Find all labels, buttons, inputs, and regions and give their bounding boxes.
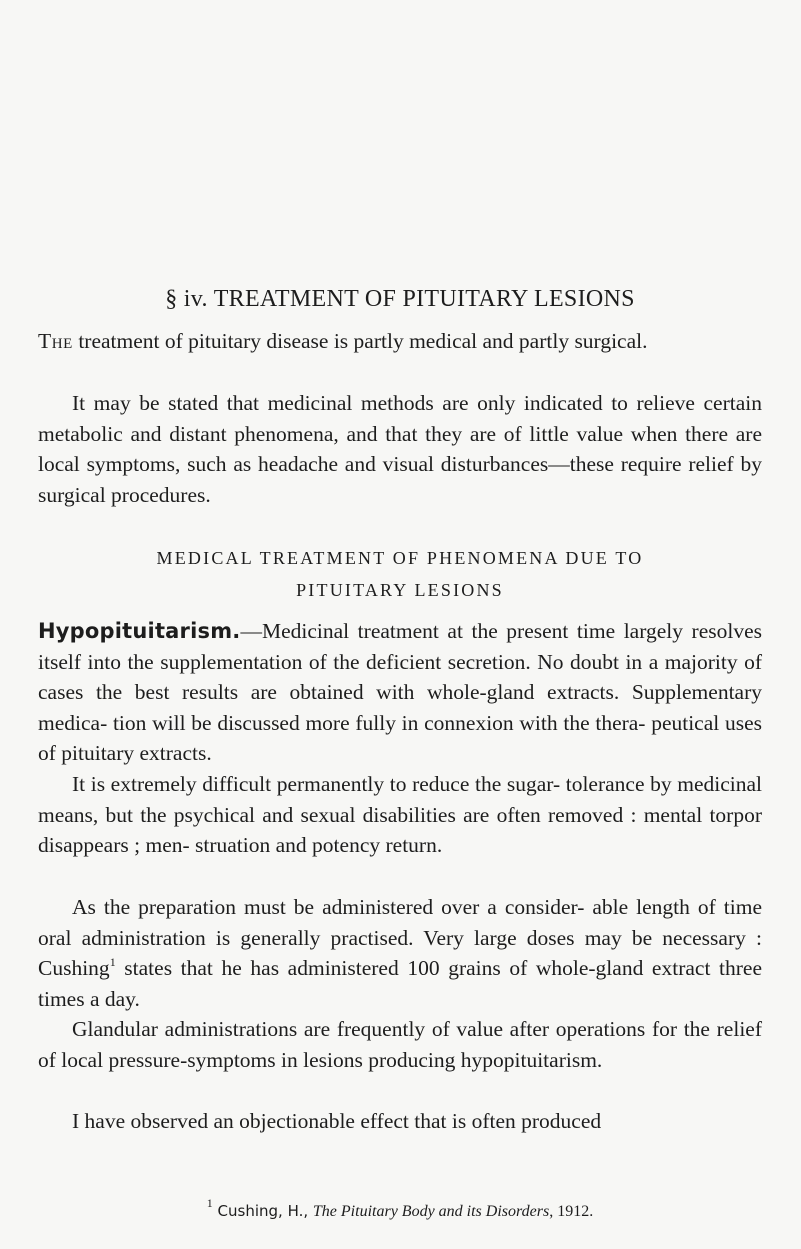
- preparation-text-a: As the preparation must be administered over a consider- able length of time oral administration is generally practised. Very large doses may be necessary : Cushing: [38, 895, 762, 981]
- intro-paragraph-2: It may be stated that medicinal methods are only indicated to relieve certain metabolic and distant phenomena, and that they are of little value when there are local symptoms, such as headache and visual disturbances—these require relief by surgical procedures.: [38, 391, 762, 507]
- intro-paragraph-1-text: treatment of pituitary disease is partly medical and partly surgical.: [72, 329, 648, 353]
- glandular-paragraph: Glandular administrations are frequently of value after operations for the relief of local pressure-symptoms in lesions producing hypopituitarism.: [38, 1017, 762, 1072]
- section-heading: [38, 284, 762, 314]
- footnote-work-title: The Pituitary Body and its Disorders: [312, 1203, 550, 1220]
- observed-paragraph: I have observed an objectionable effect that is often produced: [72, 1109, 602, 1133]
- hypopituitarism-text: —Medicinal treatment at the present time largely resolves itself into the supplementation of the deficient secretion. No doubt in a majority of cases the best results are obtained with whole-gland extracts. Supplementary medica- tion will be discussed more fully in connexion with the thera- peutical uses of pituitary extracts.: [38, 619, 762, 766]
- intro-paragraph-1: [38, 326, 762, 357]
- footnote-author: Cushing, H.,: [212, 1202, 313, 1220]
- footnote-year: , 1912.: [549, 1203, 594, 1220]
- footnote: [38, 1196, 762, 1223]
- section-marker: § iv.: [165, 286, 208, 312]
- hypopituitarism-paragraph: [38, 616, 762, 769]
- intro-lead-word: The: [38, 329, 73, 353]
- hypopituitarism-lead: Hypopituitarism.: [38, 619, 241, 643]
- medical-heading: [38, 542, 762, 606]
- medical-heading-line-2: PITUITARY LESIONS: [296, 580, 504, 600]
- preparation-text-b: states that he has administered 100 grains of whole-gland extract three times a day.: [38, 956, 762, 1011]
- medical-heading-line-1: MEDICAL TREATMENT OF PHENOMENA DUE TO: [156, 548, 644, 568]
- section-title: TREATMENT OF PITUITARY LESIONS: [213, 286, 635, 312]
- preparation-paragraph: [38, 892, 762, 1014]
- sugar-tolerance-paragraph: It is extremely difficult permanently to reduce the sugar- tolerance by medicinal means, but the psychical and sexual disabilities are often removed : mental torpor disappears ; men- struation and potency return.: [38, 772, 762, 858]
- footnote-reference: 1: [109, 955, 116, 970]
- footnote-number: 1: [206, 1196, 213, 1210]
